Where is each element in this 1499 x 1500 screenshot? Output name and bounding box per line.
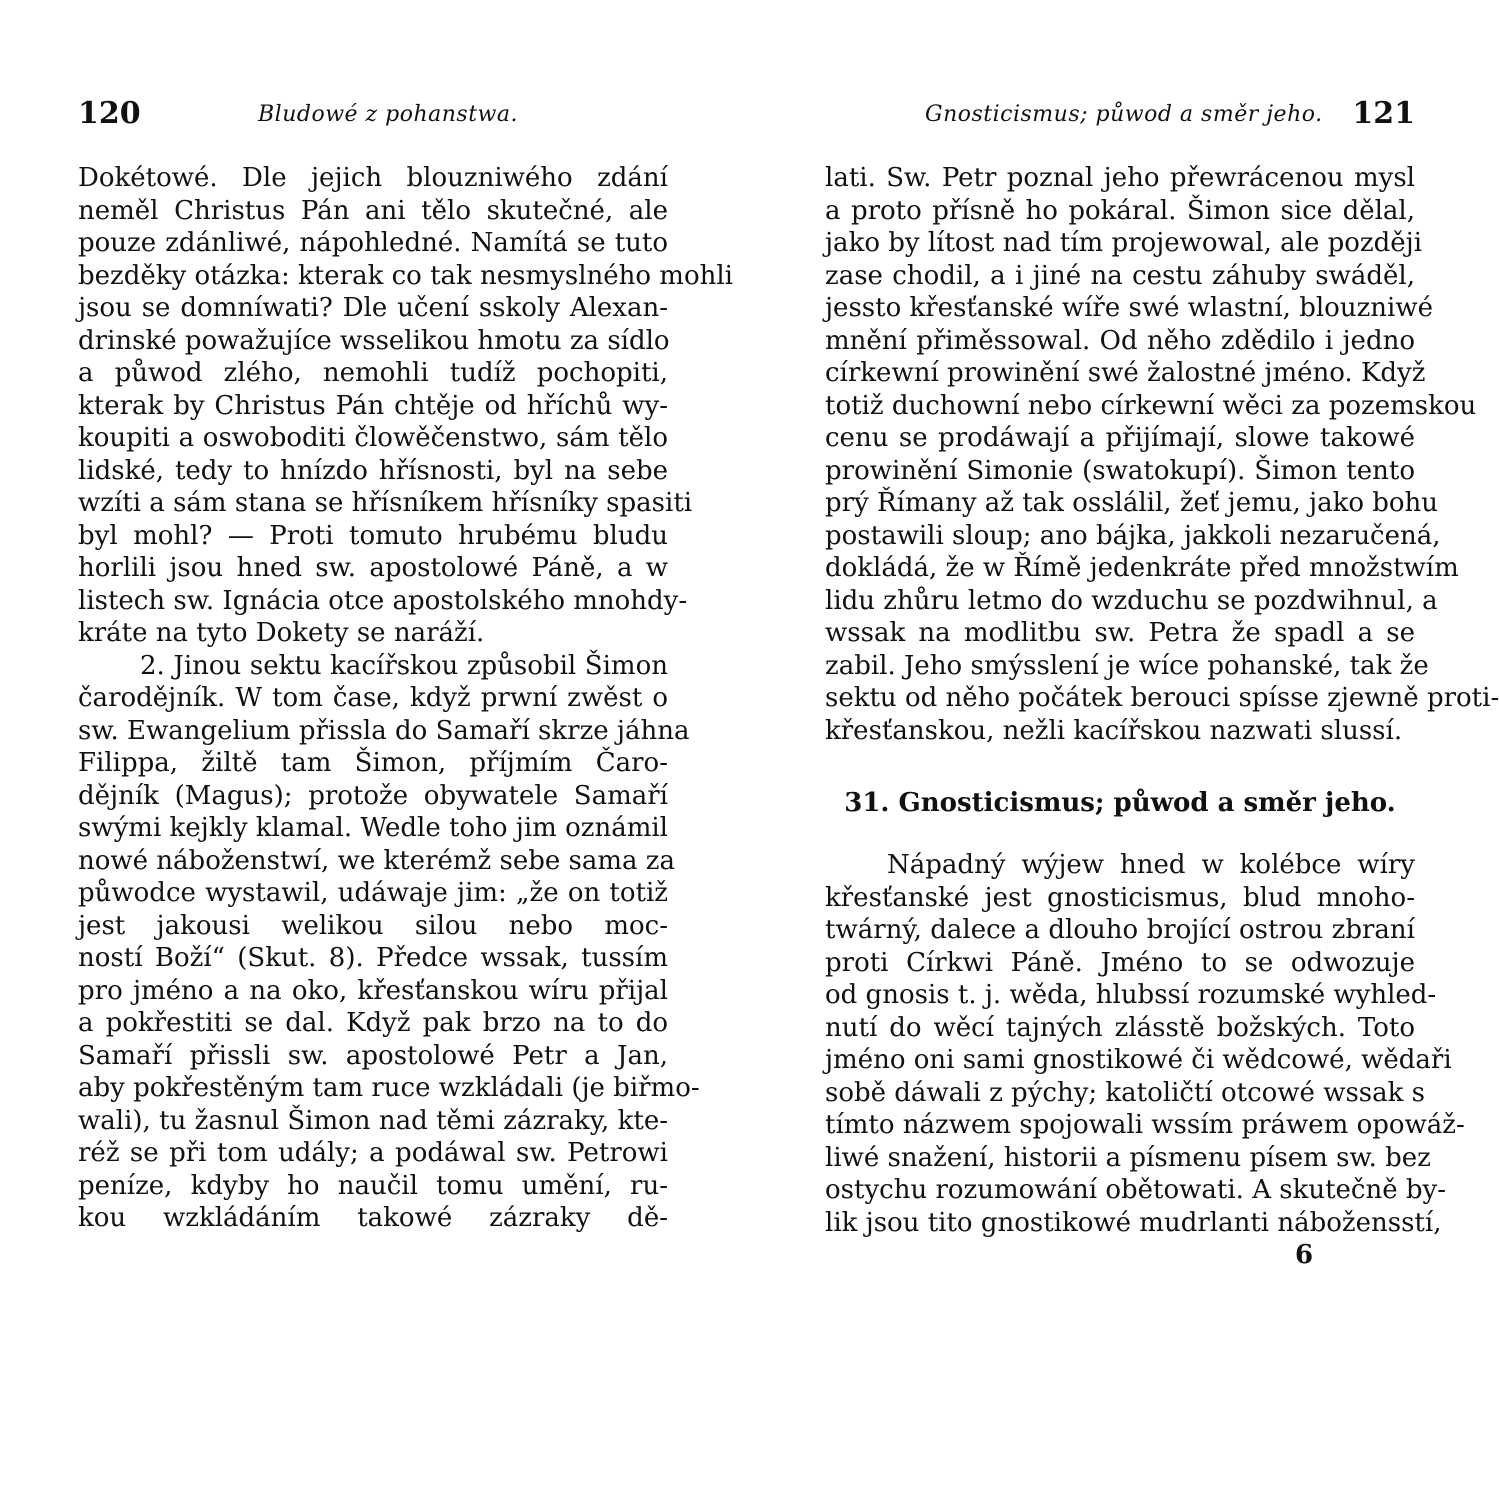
paragraph-continued	[825, 162, 1499, 747]
text-line: křesťanskou, nežli kacířskou nazwati slussí.	[825, 715, 1403, 746]
text-line: nowé náboženstwí, we kterémž sebe sama za	[78, 845, 675, 876]
text-line: půwodce wystawil, udáwaje jim: „že on totiž	[78, 878, 668, 908]
text-line: a půwod zlého, nemohli tudíž pochopiti,	[78, 358, 668, 388]
text-line: peníze, kdyby ho naučil tomu umění, ru-	[78, 1170, 668, 1201]
text-line: Dokétowé. Dle jejich blouzniwého zdání	[78, 163, 668, 193]
text-line: wzíti a sám stana se hřísníkem hřísníky spasiti	[78, 488, 693, 518]
right-page-header	[825, 96, 1415, 136]
text-line: sektu od něho počátek berouci spísse zjewně proti-	[825, 683, 1499, 713]
text-line: jméno oni sami gnostikowé či wědcowé, wědaři	[825, 1045, 1452, 1075]
running-head: Gnosticismus; půwod a směr jeho.	[925, 102, 1323, 127]
text-line: lati. Sw. Petr poznal jeho přewrácenou mysl	[825, 163, 1415, 193]
page-number: 120	[78, 96, 141, 131]
text-line: byl mohl? — Proti tomuto hrubému bludu	[78, 520, 668, 551]
text-line: sw. Ewangelium přissla do Samaří skrze jáhna	[78, 715, 690, 746]
left-page-text	[78, 162, 733, 1235]
text-line: jsou se domníwati? Dle učení sskoly Alexan-	[78, 293, 668, 323]
text-line: tímto názwem spojowali wssím práwem opowáž-	[825, 1110, 1465, 1140]
text-line: ností Boží“ (Skut. 8). Předce wssak, tussím	[78, 943, 668, 973]
text-line: wssak na modlitbu sw. Petra že spadl a se	[825, 618, 1415, 648]
paragraph-section-31	[825, 849, 1465, 1239]
text-line: prý Římany až tak osslálil, žeť jemu, jako bohu	[825, 488, 1439, 518]
text-line: Nápadný wýjew hned w kolébce wíry	[887, 850, 1415, 880]
left-page-header	[78, 96, 678, 136]
text-line: listech sw. Ignácia otce apostolského mnohdy-	[78, 585, 688, 616]
text-line: swými kejkly klamal. Wedle toho jim oznámil	[78, 813, 668, 843]
text-line: křesťanské jest gnosticismus, blud mnoho-	[825, 882, 1415, 913]
text-line: pouze zdánliwé, nápohledné. Namítá se tuto	[78, 228, 668, 258]
page-number: 121	[1352, 96, 1415, 131]
right-page-text	[825, 162, 1499, 1239]
text-line: cenu se prodáwají a přijímají, slowe takowé	[825, 423, 1415, 453]
text-line: drinské powažujíce wsselikou hmotu za sídlo	[78, 325, 670, 356]
signature-mark: 6	[1295, 1240, 1314, 1270]
text-line: mnění přiměssowal. Od něho zdědilo i jedno	[825, 325, 1415, 356]
text-line: liwé snažení, historii a písmenu písem sw. bez	[825, 1142, 1431, 1173]
text-line: 2. Jinou sektu kacířskou způsobil Šimon	[140, 650, 668, 681]
left-page	[0, 0, 740, 1500]
running-head: Bludowé z pohanstwa.	[258, 102, 518, 127]
text-line: lidské, tedy to hnízdo hřísnosti, byl na sebe	[78, 455, 668, 486]
text-line: lik jsou tito gnostikowé mudrlanti nábožensstí,	[825, 1207, 1442, 1238]
text-line: pro jméno a na oko, křesťanskou wíru přijal	[78, 975, 668, 1006]
text-line: jako by lítost nad tím projewowal, ale později	[825, 228, 1423, 258]
text-line: wali), tu žasnul Šimon nad těmi zázraky, kte-	[78, 1105, 668, 1136]
text-line: horlili jsou hned sw. apostolowé Páně, a w	[78, 553, 668, 583]
text-line: sobě dáwali z pýchy; katoličtí otcowé wssak s	[825, 1077, 1426, 1108]
text-line: jest jakousi welikou silou nebo moc-	[78, 910, 668, 941]
text-line: Filippa, žiltě tam Šimon, příjmím Čaro-	[78, 748, 668, 778]
text-line: čarodějník. W tom čase, když prwní zwěst o	[78, 683, 668, 713]
text-line: aby pokřestěným tam ruce wzkládali (je biřmo-	[78, 1073, 700, 1103]
text-line: Samaří přissli sw. apostolowé Petr a Jan,	[78, 1040, 668, 1071]
text-line: bezděky otázka: kterak co tak nesmyslného mohli	[78, 260, 733, 291]
section-heading: 31. Gnosticismus; půwod a směr jeho.	[844, 788, 1396, 818]
text-line: kráte na tyto Dokety se naráží.	[78, 618, 485, 648]
text-line: ostychu rozumowání obětowati. A skutečně by-	[825, 1175, 1446, 1205]
text-line: lidu zhůru letmo do wzduchu se pozdwihnul, a	[825, 585, 1438, 616]
text-line: církewní prowinění swé žalostné jméno. Když	[825, 358, 1426, 388]
text-line: prowinění Simonie (swatokupí). Šimon tento	[825, 455, 1415, 486]
text-line: kterak by Christus Pán chtěje od hříchů wy-	[78, 390, 668, 421]
text-line: postawili sloup; ano bájka, jakkoli nezaručená,	[825, 520, 1441, 551]
text-line: twárný, dalece a dlouho brojící ostrou zbraní	[825, 915, 1415, 945]
text-line: zabil. Jeho smýsslení je wíce pohanské, tak že	[825, 650, 1429, 681]
text-line: dějník (Magus); protože obywatele Samaří	[78, 780, 668, 811]
text-line: dokládá, že w Římě jedenkráte před množstwím	[825, 553, 1459, 583]
text-line: a pokřestiti se dal. Když pak brzo na to do	[78, 1008, 668, 1038]
text-line: jessto křesťanské wíře swé wlastní, blouzniwé	[825, 293, 1433, 323]
text-line: proti Církwi Páně. Jméno to se odwozuje	[825, 947, 1415, 978]
right-page	[740, 0, 1499, 1500]
text-line: koupiti a oswoboditi člowěčenstwo, sám tělo	[78, 423, 668, 453]
text-line: od gnosis t. j. wěda, hlubssí rozumské wyhled-	[825, 980, 1437, 1010]
text-line: neměl Christus Pán ani tělo skutečné, ale	[78, 195, 668, 226]
text-line: totiž duchowní nebo církewní wěci za pozemskou	[825, 390, 1477, 421]
text-line: zase chodil, a i jiné na cestu záhuby swáděl,	[825, 260, 1415, 291]
text-line: kou wzkládáním takowé zázraky dě-	[78, 1203, 668, 1233]
text-line: a proto přísně ho pokáral. Šimon sice dělal,	[825, 195, 1415, 226]
text-line: réž se při tom udály; a podáwal sw. Petrowi	[78, 1138, 668, 1168]
text-line: nutí do wěcí tajných zlásstě božských. Toto	[825, 1012, 1415, 1043]
